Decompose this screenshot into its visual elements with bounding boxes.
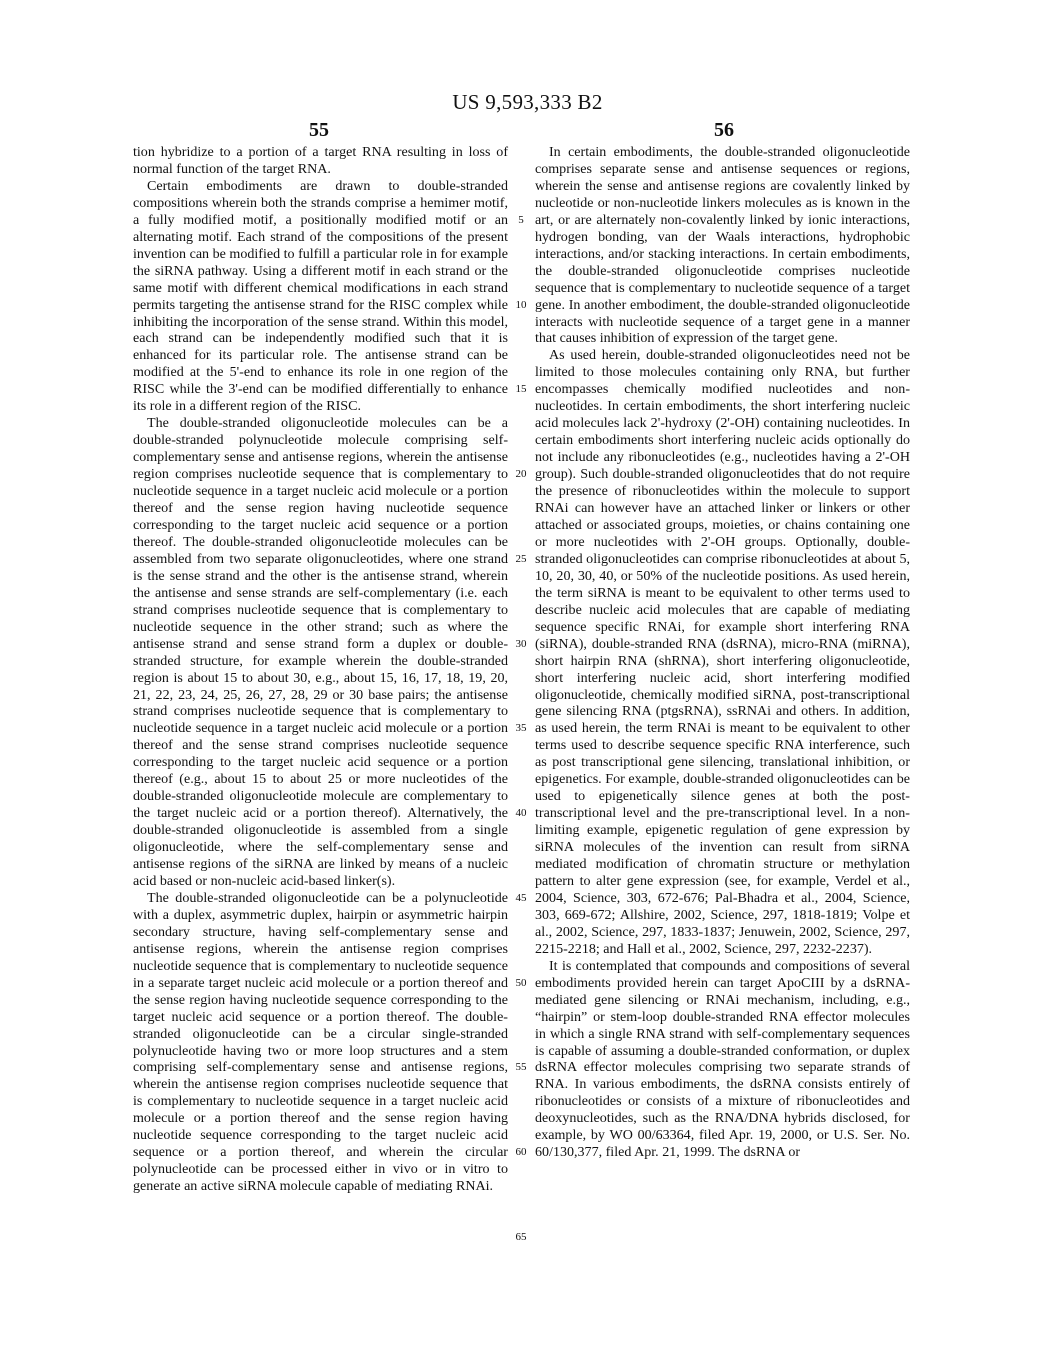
- line-number: 20: [515, 468, 527, 480]
- paragraph: The double-stranded oligonucleotide can be a polynucleotide with a duplex, asymmetric duplex, hairpin or asymmetric hairpin secondary structure, having self-complementary sense and antisense regions, wherein the antisense region comprises nucleotide sequence that is complementary to nucleotide sequence in a separate target nucleic acid molecule or a portion thereof and the sense region having nucleotide sequence corresponding to the target nucleic acid sequence or a portion thereof. The double-stranded oligonucleotide can be a circular single-stranded polynucleotide having two or more loop structures and a stem comprising self-complementary sense and antisense regions, wherein the antisense region comprises nucleotide sequence that is complementary to nucleotide sequence in a target nucleic acid molecule or a portion thereof and the sense region having nucleotide sequence corresponding to the target nucleic acid sequence or a portion thereof, and wherein the circular polynucleotide can be processed either in vivo or in vitro to generate an active siRNA molecule capable of mediating RNAi.: [133, 889, 508, 1195]
- paragraph: tion hybridize to a portion of a target RNA resulting in loss of normal function of the target RNA.: [133, 144, 508, 177]
- line-number: 25: [515, 552, 527, 565]
- line-number: 45: [515, 891, 527, 904]
- paragraph: Certain embodiments are drawn to double-stranded compositions wherein both the strands comprise a hemimer motif, a fully modified motif, a positionally modified motif or an alternating motif. Each strand of the compositions of the present invention can be modified to fulfill a particular role in for example the siRNA pathway. Using a different motif in each strand or the same motif with different chemical modifications in each strand permits targeting the antisense strand for the RISC complex while inhibiting the incorporation of the sense strand. Within this model, each strand can be independently modified such that it is enhanced for its particular role. The antisense strand can be modified at the 5'-end to enhance its role in one region of the RISC while the 3'-end can be modified differentially to enhance its role in a different region of the RISC.: [133, 177, 508, 415]
- page-number-right: 56: [714, 119, 734, 141]
- line-number: 5: [518, 213, 524, 226]
- page-number-left: 55: [309, 119, 329, 141]
- line-number: 35: [515, 722, 527, 735]
- paragraph: In certain embodiments, the double-stranded oligonucleotide comprises separate sense and antisense sequences or regions, wherein the sense and antisense regions are covalently linked by nucleotide or non-nucleotide linkers molecules as is known in the art, or are alternately non-covalently linked by ionic interactions, hydrogen bonding, van der Waals interactions, hydrophobic interactions, and/or stacking interactions. In certain embodiments, the double-stranded oligonucleotide comprises nucleotide sequence that is complementary to nucleotide sequence of a target gene. In another embodiment, the double-stranded oligonucleotide interacts with nucleotide sequence of a target gene in a manner that causes inhibition of expression of the target gene.: [535, 144, 910, 347]
- right-column: [535, 144, 910, 1161]
- line-number: 50: [515, 976, 527, 989]
- line-number: 40: [515, 807, 527, 819]
- paragraph: The double-stranded oligonucleotide molecules can be a double-stranded polynucleotide molecule comprising self-complementary sense and antisense regions, wherein the antisense region comprises nucleotide sequence that is complementary to nucleotide sequence in a target nucleic acid molecule or a portion thereof and the sense region having nucleotide sequence corresponding to the target nucleic acid sequence or a portion thereof. The double-stranded oligonucleotide molecules can be assembled from two separate oligonucleotides, where one strand is the sense strand and the other is the antisense strand, wherein the antisense and sense strands are self-complementary (i.e. each strand comprises nucleotide sequence that is complementary to nucleotide sequence in the other strand; such as where the antisense strand and sense strand form a duplex or double-stranded structure, for example wherein the double-stranded region is about 15 to about 30, e.g., about 15, 16, 17, 18, 19, 20, 21, 22, 23, 24, 25, 26, 27, 28, 29 or 30 base pairs; the antisense strand comprises nucleotide sequence that is complementary to nucleotide sequence in a target nucleic acid molecule or a portion thereof and the sense strand comprises nucleotide sequence corresponding to the target nucleic acid sequence or a portion thereof (e.g., about 15 to about 25 or more nucleotides of the double-stranded oligonucleotide molecule are complementary to the target nucleic acid or a portion thereof). Alternatively, the double-stranded oligonucleotide is assembled from a single oligonucleotide, where the self-complementary sense and antisense regions of the siRNA are linked by means of a nucleic acid based or non-nucleic acid-based linker(s).: [133, 415, 508, 889]
- line-number: 55: [515, 1061, 527, 1074]
- line-number: 15: [515, 383, 527, 396]
- paragraph: It is contemplated that compounds and compositions of several embodiments provided herein can target ApoCIII by a dsRNA-mediated gene silencing or RNAi mechanism, including, e.g., “hairpin” or stem-loop double-stranded RNA effector molecules in which a single RNA strand with self-complementary sequences is capable of assuming a double-stranded conformation, or duplex dsRNA effector molecules comprising two separate strands of RNA. In various embodiments, the dsRNA consists entirely of ribonucleotides or consists of a mixture of ribonucleotides and deoxynucleotides, such as the RNA/DNA hybrids disclosed, for example, by WO 00/63364, filed Apr. 19, 2000, or U.S. Ser. No. 60/130,377, filed Apr. 21, 1999. The dsRNA or: [535, 957, 910, 1161]
- left-column: [133, 144, 508, 1195]
- line-number-gutter: [511, 144, 531, 1344]
- line-number: 10: [515, 298, 527, 311]
- line-number: 30: [515, 637, 527, 650]
- line-number: 65: [515, 1230, 527, 1243]
- paragraph: As used herein, double-stranded oligonucleotides need not be limited to those molecules containing only RNA, but further encompasses chemically modified nucleotides and non-nucleotides. In certain embodiments, the short interfering nucleic acid molecules lack 2'-hydroxy (2'-OH) containing nucleotides. In certain embodiments short interfering nucleic acids optionally do not include any ribonucleotides (e.g., nucleotides having a 2'-OH group). Such double-stranded oligonucleotides that do not require the presence of ribonucleotides within the molecule to support RNAi can however have an attached linker or linkers or other attached or associated groups, moieties, or chains containing one or more nucleotides with 2'-OH groups. Optionally, double-stranded oligonucleotides can comprise ribonucleotides at about 5, 10, 20, 30, 40, or 50% of the nucleotide positions. As used herein, the term siRNA is meant to be equivalent to other terms used to describe nucleic acid molecules that are capable of mediating sequence specific RNAi, for example short interfering RNA (siRNA), double-stranded RNA (dsRNA), micro-RNA (miRNA), short hairpin RNA (shRNA), short interfering oligonucleotide, short interfering nucleic acid, short interfering modified oligonucleotide, chemically modified siRNA, post-transcriptional gene silencing RNA (ptgsRNA), ssRNAi and others. In addition, as used herein, the term RNAi is meant to be equivalent to other terms used to describe sequence specific RNA interference, such as post transcriptional gene silencing, translational inhibition, or epigenetics. For example, double-stranded oligonucleotides can be used to epigenetically silence genes at both the post-transcriptional level and the pre-transcriptional level. In a non-limiting example, epigenetic regulation of gene expression by siRNA molecules of the invention can result from siRNA mediated modification of chromatin structure or methylation pattern to alter gene expression (see, for example, Verdel et al., 2004, Science, 303, 672-676; Pal-Bhadra et al., 2004, Science, 303, 669-672; Allshire, 2002, Science, 297, 1818-1819; Volpe et al., 2002, Science, 297, 1833-1837; Jenuwein, 2002, Science, 297, 2215-2218; and Hall et al., 2002, Science, 297, 2232-2237).: [535, 347, 910, 957]
- patent-number: US 9,593,333 B2: [452, 90, 603, 114]
- line-number: 60: [515, 1146, 527, 1158]
